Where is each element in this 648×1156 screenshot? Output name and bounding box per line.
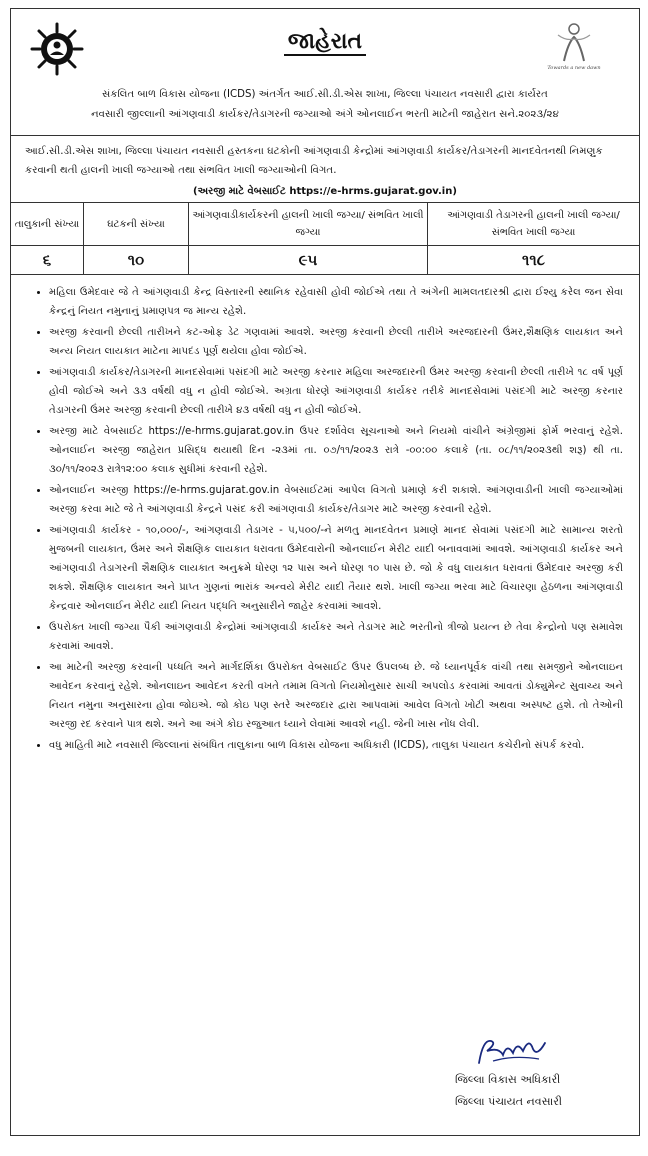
cell-helper-vacancies: ૧૧૮ bbox=[428, 246, 640, 275]
header bbox=[11, 9, 639, 91]
list-item: • આ માટેની અરજી કરવાની પધ્ધતિ અને માર્ગદર્શિકા ઉપરોક્ત વેબસાઈટ ઉપર ઉપલબ્ધ છે. જે ધ્યાનપૂર્વક વાંચી તથા સમજીને ઓનલાઇન આવેદન કરવાનું રહેશે. ઓનલાઇન આવેદન કરતી વખતે તમામ વિગતો નિયમોનુસાર સાચી અપલોડ કરવામાં આવતાં ડોક્યુમેન્ટ સુવાચ્ય અને નિયત નમુના અનુસારના હોવા જોઇએ. જો કોઇ પણ સ્તરે અરજદાર દ્વારા આપવામાં આવેલ વિગતો ખોટી અથવા અસ્પષ્ટ હશે. તો તેઓની અરજી રદ કરવાને પાત્ર થશે. અને આ અંગે કોઇ રજુઆત ધ્યાને લેવામાં આવશે નહી. જેની ખાસ નોંધ લેવી. bbox=[49, 658, 623, 734]
signature-icon bbox=[473, 1033, 553, 1069]
cell-worker-vacancies: ૯૫ bbox=[189, 246, 428, 275]
signatory-designation: જિલ્લા વિકાસ અધિકારી bbox=[455, 1073, 561, 1086]
list-item: • અરજી માટે વેબસાઈટ https://e-hrms.gujarat.gov.in ઉપર દર્શાવેલ સૂચનાઓ અને નિયમો વાંચીને અંગ્રેજીમાં ફોર્મ ભરવાનું રહેશે. ઓનલાઈન અરજી જાહેરાત પ્રસિદ્ધ થયાથી દિન -૨૩માં તા. ૦૭/૧૧/૨૦૨૩ રાત્રે -૦૦:૦૦ કલાકે (તા. ૦૮/૧૧/૨૦૨૩થી શરૂ) થી તા. ૩૦/૧૧/૨૦૨૩ રાત્રે૧૨:૦૦ કલાક સુધીમાં કરવાની રહેશે. bbox=[49, 422, 623, 479]
table-header-row bbox=[11, 203, 639, 246]
signatory-office: જિલ્લા પંચાયત નવસારી bbox=[455, 1095, 563, 1108]
list-item: • અરજી કરવાની છેલ્લી તારીખને કટ-ઓફ ડેટ ગણવામાં આવશે. અરજી કરવાની છેલ્લી તારીખે અરજદારની ઉંમર,શૈક્ષણિક લાયકાત અને અન્ય નિયત લાયકાત માટેના માપદંડ પૂર્ણ થયેલા હોવા જોઈએ. bbox=[49, 323, 623, 361]
header-taluka-count: તાલુકાની સંખ્યા bbox=[11, 203, 84, 246]
list-item: • આંગણવાડી કાર્યકર - ૧૦,૦૦૦/-, આંગણવાડી તેડાગર - ૫,૫૦૦/-ને મળતુ માનદવેતન પ્રમાણે માનદ સેવામાં પસંદગી માટે સામાન્ય શરતો મુજબની લાયકાત, ઉંમર અને શૈક્ષણિક લાયકાત ધરાવતા ઉમેદવારોની ઓનલાઈન મેરીટ યાદી બનાવવામાં આવશે. આંગણવાડી કાર્યકર અને આંગણવાડી તેડાગરની શૈક્ષણિક લાયકાત અનુક્રમે ધોરણ ૧૨ પાસ અને ધોરણ ૧૦ પાસ છે. જો કે વધુ લાયકાત ધરાવતાં ઉમેદવાર અરજી કરી શકશે. શૈક્ષણિક લાયકાત અને પ્રાપ્ત ગુણનાં ભારાંક અન્વયે મેરીટ યાદી તૈયાર થશે. ખાલી જગ્યા ભરવા માટે વિચારણા હેઠળના આંગણવાડી કેન્દ્રવાર ઓનલાઈન મેરીટ યાદી નિયત પદ્ધતિ અનુસારીને જાહેર કરવામાં આવશે. bbox=[49, 521, 623, 616]
list-item: • વધુ માહિતી માટે નવસારી જિલ્લાનાં સંબંધિત તાલુકાના બાળ વિકાસ યોજના અધિકારી (ICDS), તાલુકા પંચાયત કચેરીનો સંપર્ક કરવો. bbox=[49, 736, 623, 755]
website-line: (અરજી માટે વેબસાઈટ https://e-hrms.gujarat.gov.in) bbox=[193, 186, 457, 197]
list-item: • ઓનલાઈન અરજી https://e-hrms.gujarat.gov.in વેબસાઈટમાં આપેલ વિગતો પ્રમાણે કરી શકાશે. આંગણવાડીની ખાલી જગ્યાઓમાં અરજી કરવા માટે જે તે આંગણવાડી કેન્દ્રને પસંદ કરી આંગણવાડી કાર્યકર/તેડાગર માટે અરજી કરવાની રહેશે. bbox=[49, 481, 623, 519]
scheme-logo-icon bbox=[539, 21, 609, 77]
title-text: જાહેરાત bbox=[284, 29, 366, 56]
intro-line-1: સંકલિત બાળ વિકાસ યોજના (ICDS) અંતર્ગત આઈ.સી.ડી.એસ શાખા, જિલ્લા પંચાયત નવસારી દ્વારા કાર્યરત bbox=[102, 89, 548, 100]
header-helper-vacancies: આંગણવાડી તેડાગરની હાલની ખાલી જગ્યા/ સંભવિત ખાલી જગ્યા bbox=[428, 203, 640, 246]
cell-taluka-count: ૬ bbox=[11, 246, 84, 275]
header-worker-vacancies: આંગણવાડીકાર્યકરની હાલની ખાલી જગ્યા/ સંભવિત ખાલી જગ્યા bbox=[189, 203, 428, 246]
table-row bbox=[11, 246, 639, 275]
vacancy-table bbox=[11, 202, 639, 275]
vacancy-description: આઈ.સી.ડી.એસ શાખા, જિલ્લા પંચાયત નવસારી હસ્તકના ઘટકોની આંગણવાડી કેન્દ્રોમાં આંગણવાડી કાર્યકર/તેડાગરની માનદવેતનથી નિમણુક કરવાની થતી હાલની ખાલી જગ્યાઓ તથા સંભવિત ખાલી જગ્યાઓની વિગત. bbox=[25, 146, 603, 176]
instruction-list bbox=[11, 283, 639, 755]
list-item: • આંગણવાડી કાર્યકર/તેડાગરની માનદસેવામાં પસંદગી માટે અરજી કરનાર મહિલા અરજદારની ઉંમર અરજી કરવાની છેલ્લી તારીખે ૧૮ વર્ષ પૂર્ણ હોવી જોઈએ અને ૩૩ વર્ષથી વધુ ન હોવી જોઈએ. અગ્રતા ધોરણે આંગણવાડી કાર્યકર તરીકે માનદસેવામાં પસંદગી માટે અરજી કરનાર તેડાગરની ઉંમર અરજી કરવાની છેલ્લી તારીખે ૪૩ વર્ષથી વધુ ન હોવી જોઈએ. bbox=[49, 363, 623, 420]
logo-tagline: Towards a new dawn bbox=[547, 65, 601, 71]
signature-block bbox=[449, 1033, 599, 1113]
list-item: • મહિલા ઉમેદવાર જે તે આંગણવાડી કેન્દ્ર વિસ્તારની સ્થાનિક રહેવાસી હોવી જોઈએ તથા તે અંગેની મામલતદારશ્રી દ્વારા ઈશ્યુ કરેલ જન સેવા કેન્દ્રનું નિયત નમુનાનું પ્રમાણપત્ર જ માન્ય રહેશે. bbox=[49, 283, 623, 321]
advertisement-page bbox=[10, 8, 640, 1136]
header-unit-count: ઘટકની સંખ્યા bbox=[84, 203, 189, 246]
list-item: • ઉપરોક્ત ખાલી જગ્યા પૈકી આંગણવાડી કેન્દ્રોમાં આંગણવાડી કાર્યકર અને તેડાગર માટે ભરતીનો ત્રીજો પ્રયત્ન છે તેવા કેન્દ્રોનો પણ સમાવેશ કરવામાં આવશે. bbox=[49, 618, 623, 656]
cell-unit-count: ૧૦ bbox=[84, 246, 189, 275]
intro-block bbox=[11, 85, 639, 136]
intro-line-2: નવસારી જીલ્લાની આંગણવાડી કાર્યકર/તેડાગરની જગ્યાઓ અંગે ઓનલાઈન ભરતી માટેની જાહેરાત સને.૨૦૨૩/૨૪ bbox=[91, 109, 559, 120]
